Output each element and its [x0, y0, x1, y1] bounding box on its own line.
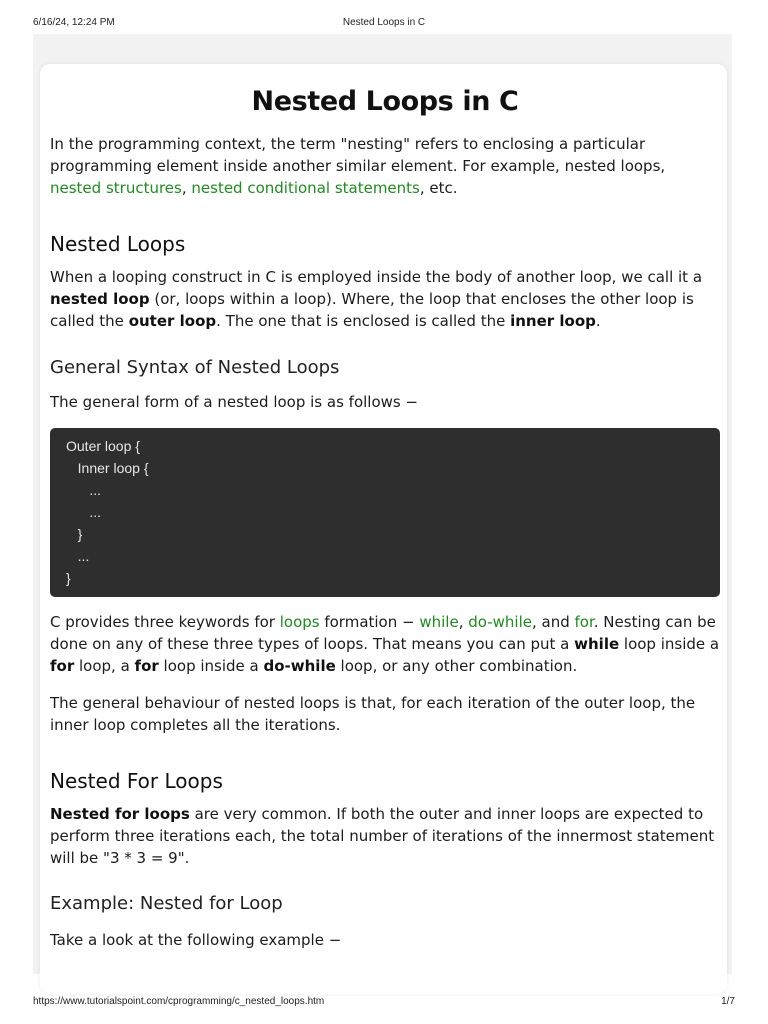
- intro-text: ,: [181, 179, 192, 197]
- keyword-while: while: [574, 635, 620, 653]
- heading-nested-for-loops: Nested For Loops: [50, 769, 223, 793]
- paragraph-text: When a looping construct in C is employed inside the body of another loop, we call it a: [50, 268, 703, 286]
- intro-text: , etc.: [419, 179, 458, 197]
- term-inner-loop: inner loop: [510, 312, 596, 330]
- paragraph-text: loop, or any other combination.: [335, 657, 578, 675]
- do-while-link[interactable]: do-while: [468, 613, 532, 631]
- article-content: [50, 64, 720, 951]
- paragraph-text: (or, loops within a loop). Where, the loop that encloses the other loop is called the: [50, 290, 694, 330]
- code-line: }: [66, 570, 71, 586]
- print-footer: [33, 996, 735, 1010]
- code-line: ...: [66, 482, 102, 498]
- print-title: Nested Loops in C: [342, 17, 426, 28]
- code-line: ...: [66, 504, 102, 520]
- heading-example-nested-for: Example: Nested for Loop: [50, 893, 283, 914]
- paragraph-text: , and: [531, 613, 575, 631]
- behaviour-paragraph: The general behaviour of nested loops is that, for each iteration of the outer loop, the inner loop completes all the iterations.: [50, 694, 696, 734]
- intro-text: In the programming context, the term "nesting" refers to enclosing a particular programming element inside another similar element. For example, nested loops,: [50, 135, 666, 175]
- keyword-for: for: [50, 657, 75, 675]
- paragraph-text: are very common. If both the outer and inner loops are expected to perform three iterations each, the total number of iterations of the innermost statement will be "3 * 3 = 9".: [50, 805, 715, 867]
- term-outer-loop: outer loop: [128, 312, 217, 330]
- nested-structures-link[interactable]: nested structures: [50, 179, 182, 197]
- print-datetime: 6/16/24, 12:24 PM: [33, 17, 115, 28]
- paragraph-text: loop inside a: [619, 635, 720, 653]
- term-nested-loop: nested loop: [50, 290, 150, 308]
- intro-paragraph: [50, 133, 720, 199]
- heading-nested-loops: Nested Loops: [50, 232, 186, 256]
- print-header: [33, 12, 735, 30]
- code-line: }: [66, 526, 83, 542]
- paragraph-text: . Nesting can be done on any of these three types of loops. That means you can put a: [50, 613, 716, 653]
- paragraph-text: loop, a: [74, 657, 135, 675]
- print-page-number: 1/7: [721, 996, 735, 1007]
- paragraph-text: formation −: [319, 613, 420, 631]
- code-block-syntax[interactable]: [50, 428, 720, 597]
- paragraph-text: . The one that is enclosed is called the: [216, 312, 511, 330]
- example-intro: Take a look at the following example −: [50, 931, 342, 949]
- paragraph-text: .: [595, 312, 601, 330]
- keywords-paragraph: [50, 611, 720, 677]
- nested-conditional-statements-link[interactable]: nested conditional statements: [191, 179, 420, 197]
- nested-loops-paragraph: [50, 266, 720, 332]
- syntax-intro: The general form of a nested loop is as follows −: [50, 393, 419, 411]
- keyword-for: for: [134, 657, 159, 675]
- page-title: Nested Loops in C: [251, 86, 519, 117]
- code-line: ...: [66, 548, 90, 564]
- paragraph-text: loop inside a: [158, 657, 264, 675]
- loops-link[interactable]: loops: [279, 613, 320, 631]
- print-url: https://www.tutorialspoint.com/cprogramming/c_nested_loops.htm: [33, 996, 325, 1007]
- for-link[interactable]: for: [574, 613, 594, 631]
- keyword-do-while: do-while: [263, 657, 336, 675]
- while-link[interactable]: while: [419, 613, 459, 631]
- paragraph-text: ,: [458, 613, 469, 631]
- paragraph-text: C provides three keywords for: [50, 613, 280, 631]
- term-nested-for-loops: Nested for loops: [50, 805, 190, 823]
- nested-for-paragraph: [50, 803, 720, 869]
- code-line: Inner loop {: [66, 460, 149, 476]
- code-line: Outer loop {: [66, 438, 140, 454]
- heading-general-syntax: General Syntax of Nested Loops: [50, 357, 340, 378]
